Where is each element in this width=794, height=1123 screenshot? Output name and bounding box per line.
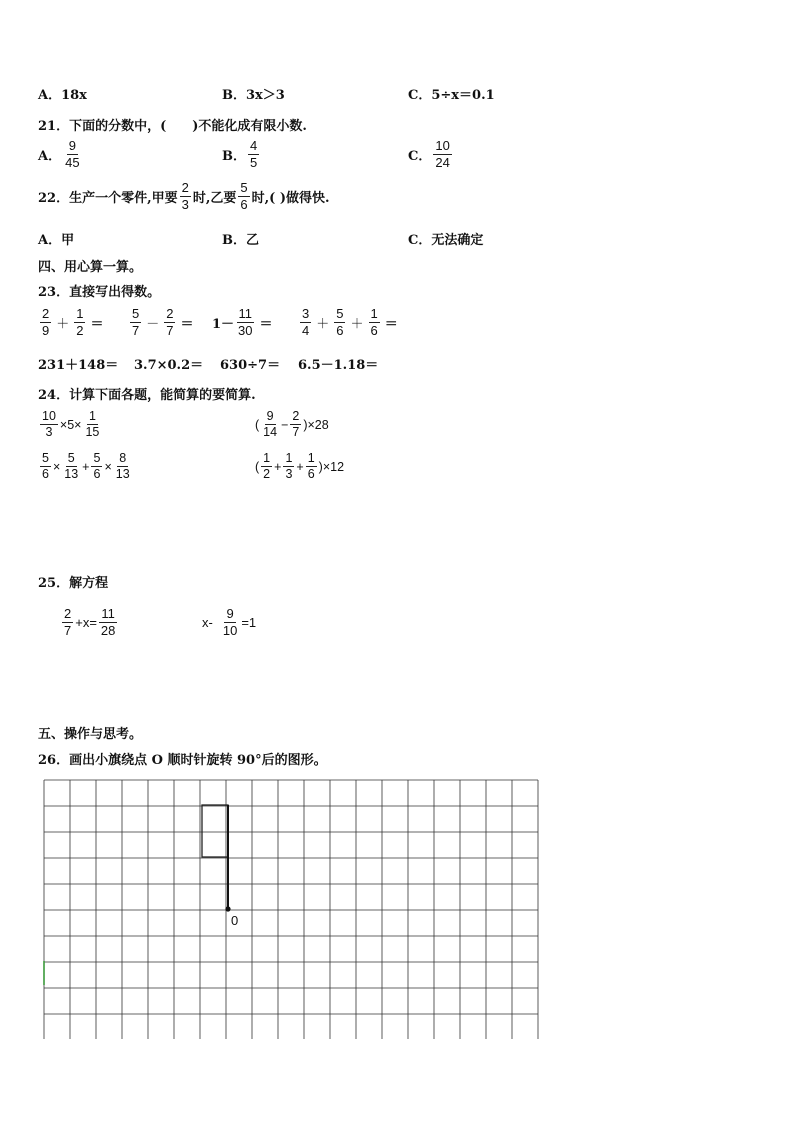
fraction <box>40 410 58 439</box>
q21-option-b <box>222 139 261 169</box>
denominator: 10 <box>222 622 238 638</box>
q23-expr-4 <box>298 307 401 337</box>
denominator: 13 <box>115 467 130 482</box>
denominator: 7 <box>166 322 174 338</box>
fraction <box>40 452 51 481</box>
q22-prefix: 22．生产一个零件,甲要 <box>38 190 178 206</box>
q26-grid-figure <box>43 779 545 1043</box>
q22-stem <box>38 181 330 211</box>
equals-sign: ＝ <box>90 315 104 331</box>
fraction <box>283 452 294 481</box>
operator: － <box>146 315 160 331</box>
operator: ×5× <box>59 417 82 432</box>
option-text: 无法确定 <box>431 233 484 248</box>
expr-lead: 1－ <box>212 316 235 332</box>
fraction <box>221 607 239 637</box>
option-text: 18x <box>61 88 87 103</box>
q23-expr-1 <box>38 307 107 337</box>
denominator: 14 <box>263 425 278 440</box>
equals-sign: ＝ <box>384 315 398 331</box>
q24-expr-4 <box>255 452 344 481</box>
numerator: 10 <box>40 410 58 425</box>
q22-option-c <box>408 229 483 248</box>
denominator: 6 <box>370 322 378 338</box>
q26-stem: 26．画出小旗绕点 O 顺时针旋转 90°后的图形。 <box>38 753 327 768</box>
q24-expr-1 <box>38 410 103 439</box>
q21-option-a <box>38 139 84 169</box>
section-heading-4: 四、用心算一算。 <box>38 260 143 275</box>
operator: × <box>52 459 61 474</box>
equals-sign: ＝ <box>259 316 273 332</box>
operator: ＋ <box>316 315 330 331</box>
operator: ＋ <box>56 315 70 331</box>
numerator: 1 <box>87 410 98 425</box>
numerator: 2 <box>290 410 301 425</box>
fraction <box>62 607 73 637</box>
denominator: 2 <box>263 467 271 482</box>
fraction <box>180 181 191 211</box>
denominator: 4 <box>302 322 310 338</box>
q23-stem: 23．直接写出得数。 <box>38 285 161 300</box>
option-letter: C． <box>408 233 432 248</box>
numerator: 1 <box>306 452 317 467</box>
numerator: 8 <box>117 452 128 467</box>
fraction <box>248 139 259 169</box>
numerator: 5 <box>91 452 102 467</box>
option-letter: B． <box>222 88 246 103</box>
q23-calc-4: 6.5－1.18＝ <box>298 358 379 373</box>
numerator: 9 <box>265 410 276 425</box>
operator: + <box>274 459 282 474</box>
fraction <box>40 307 51 337</box>
denominator: 2 <box>76 322 84 338</box>
operator: + <box>82 459 90 474</box>
denominator: 3 <box>181 196 189 212</box>
denominator: 7 <box>64 622 72 638</box>
denominator: 7 <box>132 322 140 338</box>
denominator: 6 <box>42 467 49 482</box>
numerator: 5 <box>336 306 344 321</box>
numerator: 9 <box>226 606 234 621</box>
numerator: 5 <box>132 306 140 321</box>
numerator: 2 <box>181 180 189 195</box>
denominator: 6 <box>336 322 344 338</box>
fraction <box>238 181 249 211</box>
fraction <box>369 307 380 337</box>
point-o-label: 0 <box>231 913 239 928</box>
option-letter: B． <box>222 148 246 164</box>
denominator: 24 <box>435 154 450 170</box>
denominator: 6 <box>307 467 315 482</box>
numerator: 5 <box>66 452 77 467</box>
rotation-point-o <box>225 906 230 911</box>
numerator: 10 <box>435 138 450 153</box>
operator: + <box>296 459 304 474</box>
fraction <box>261 452 272 481</box>
fraction <box>63 139 81 169</box>
equation-lead: x- <box>202 614 213 630</box>
q22-option-a <box>38 229 74 248</box>
option-text: 5÷x＝0.1 <box>431 88 495 103</box>
q23-calc-2: 3.7×0.2＝ <box>134 358 204 373</box>
flag-banner <box>202 805 228 857</box>
q23-calc-3: 630÷7＝ <box>220 358 281 373</box>
fraction <box>130 307 141 337</box>
q21-option-c <box>408 139 454 169</box>
fraction <box>290 410 301 439</box>
fraction <box>236 307 254 337</box>
denominator: 7 <box>292 425 300 440</box>
q23-calc-1: 231＋148＝ <box>38 358 119 373</box>
paren-tail: )×28 <box>303 417 329 432</box>
operator: ＋ <box>350 315 364 331</box>
numerator: 2 <box>166 306 174 321</box>
fraction <box>91 452 102 481</box>
equation-mid: +x= <box>75 614 97 630</box>
numerator: 4 <box>250 138 258 153</box>
option-letter: B． <box>222 233 246 248</box>
denominator: 3 <box>45 425 53 440</box>
numerator: 5 <box>240 180 248 195</box>
fraction <box>261 410 279 439</box>
option-text: 甲 <box>61 233 75 248</box>
fraction <box>164 307 175 337</box>
fraction <box>114 452 132 481</box>
fraction <box>433 139 451 169</box>
denominator: 15 <box>85 425 100 440</box>
numerator: 1 <box>76 306 84 321</box>
denominator: 28 <box>100 622 116 638</box>
numerator: 5 <box>40 452 51 467</box>
option-letter: C． <box>408 88 432 103</box>
operator: × <box>104 459 112 474</box>
q22-mid: 时,乙要 <box>192 190 237 206</box>
option-text: 乙 <box>246 233 260 248</box>
fraction <box>300 307 311 337</box>
numerator: 11 <box>238 306 253 321</box>
q24-stem: 24．计算下面各题，能简算的要简算. <box>38 388 256 403</box>
denominator: 45 <box>65 154 80 170</box>
q25-equation-1 <box>60 607 119 637</box>
equation-tail: =1 <box>241 614 257 630</box>
denominator: 30 <box>238 322 253 338</box>
denominator: 9 <box>42 322 50 338</box>
operator: − <box>281 417 289 432</box>
denominator: 6 <box>240 196 248 212</box>
grid-lines <box>44 780 538 1039</box>
rotation-grid <box>43 779 545 1039</box>
fraction <box>83 410 101 439</box>
denominator: 13 <box>64 467 79 482</box>
numerator: 1 <box>370 306 378 321</box>
option-letter: A． <box>38 148 62 164</box>
option-text: 3x＞3 <box>246 88 285 103</box>
denominator: 6 <box>93 467 101 482</box>
numerator: 11 <box>101 606 115 621</box>
q20-option-c <box>408 84 495 103</box>
q23-expr-3 <box>212 307 276 337</box>
q23-expr-2 <box>128 307 197 337</box>
option-letter: A． <box>38 233 62 248</box>
numerator: 1 <box>283 452 294 467</box>
option-letter: A． <box>38 88 62 103</box>
denominator: 3 <box>285 467 293 482</box>
fraction <box>62 452 80 481</box>
q22-suffix: 时,( )做得快. <box>251 190 330 206</box>
q24-expr-2 <box>255 410 329 439</box>
q24-expr-3 <box>38 452 134 481</box>
equals-sign: ＝ <box>180 315 194 331</box>
option-letter: C． <box>408 148 432 164</box>
numerator: 1 <box>261 452 272 467</box>
numerator: 9 <box>68 138 76 153</box>
q20-option-b <box>222 84 285 103</box>
fraction <box>99 607 117 637</box>
paren: ( <box>255 459 260 474</box>
denominator: 5 <box>250 154 258 170</box>
numerator: 2 <box>42 306 50 321</box>
q25-stem: 25．解方程 <box>38 576 109 591</box>
fraction <box>306 452 317 481</box>
fraction <box>334 307 345 337</box>
numerator: 3 <box>302 306 310 321</box>
numerator: 2 <box>64 606 72 621</box>
q20-option-a <box>38 84 87 103</box>
paren: ( <box>255 417 260 432</box>
section-heading-5: 五、操作与思考。 <box>38 727 143 742</box>
fraction <box>74 307 85 337</box>
q25-equation-2 <box>202 607 256 637</box>
q22-option-b <box>222 229 259 248</box>
q21-stem: 21．下面的分数中，( )不能化成有限小数. <box>38 119 307 134</box>
paren-tail: )×12 <box>318 459 345 474</box>
